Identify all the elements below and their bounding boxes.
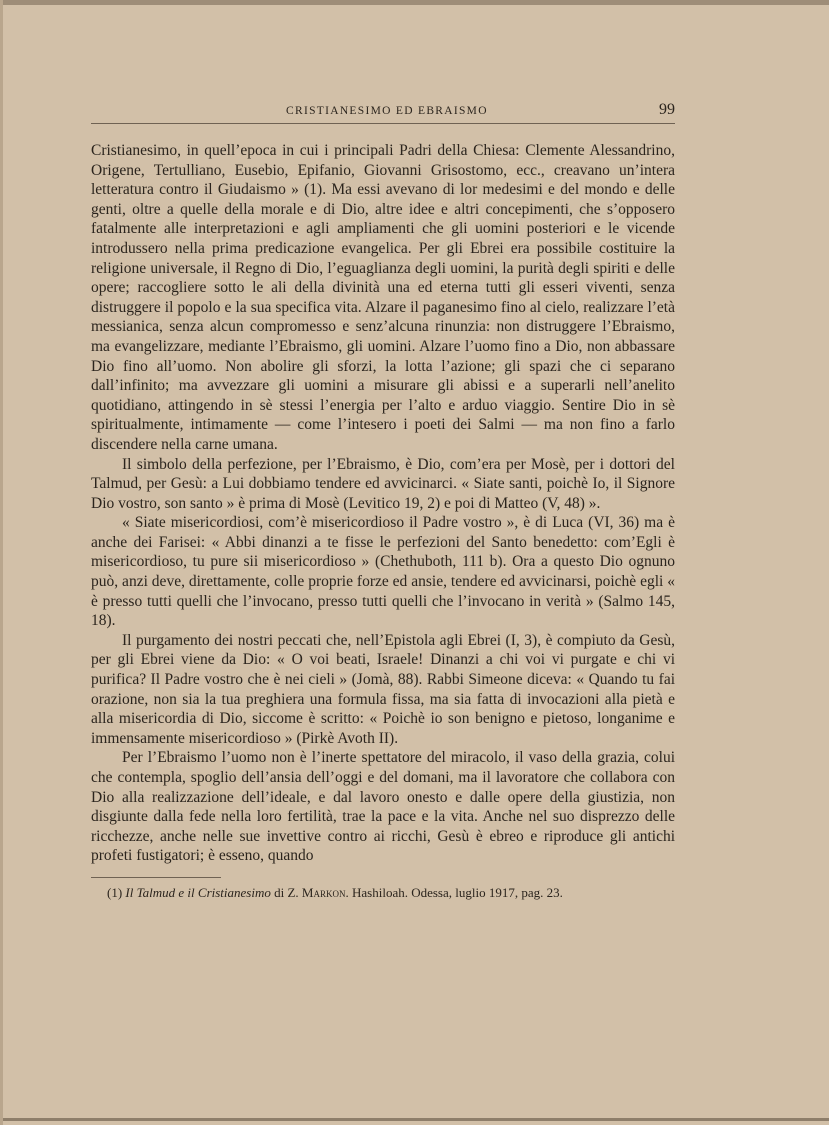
page-bottom-edge bbox=[3, 1118, 829, 1121]
paragraph: Il purgamento dei nostri peccati che, nell’Epistola agli Ebrei (I, 3), è compiuto da Gesù, per gli Ebrei viene da Dio: « O voi beati, Israele! Dinanzi a chi voi vi purgate e chi vi purifica? Il Padre vostro che è nei cieli » (Jomà, 88). Rabbi Simeone diceva: « Quando tu fai orazione, non sia la tua preghiera una formula fissa, ma sia fatta di invocazioni alla pietà e alla misericordia di Dio, siccome è scritto: « Poichè io son benigno e pietoso, longanime e immensamente misericordioso » (Pirkè Avoth II). bbox=[91, 631, 675, 747]
paragraph: Cristianesimo, in quell’epoca in cui i principali Padri della Chiesa: Clemente Alessandrino, Origene, Tertulliano, Eusebio, Epifanio, Giovanni Grisostomo, ecc., creavano un’intera letteratura contro il Giudaismo » (1). Ma essi avevano di lor medesimi e del mondo e delle genti, oltre a quelle della morale e di Dio, altre idee e altri concepimenti, che s’opposero fatalmente alle interpretazioni e agli ampliamenti che gli uomini posteriori e le vicende introdussero nella prima predicazione evangelica. Per gli Ebrei era possibile costituire la religione universale, il Regno di Dio, l’eguaglianza degli uomini, la purità degli spiriti e delle opere; raccogliere sotto le ali della divinità una ed eterna tutti gli esseri viventi, senza distruggere il popolo e la sua specifica vita. Alzare il paganesimo fino al cielo, realizzare l’età messianica, senza alcun compromesso e senz’alcuna rinunzia: non distruggere l’Ebraismo, ma evangelizzare, mediante l’Ebraismo, gli uomini. Alzare l’uomo fino a Dio, non abbassare Dio fino all’uomo. Non abolire gli sforzi, la lotta l’azione; gli spazi che ci separano dall’infinito; ma avvezzare gli uomini a misurare gli abissi e a superarli nell’anelito quotidiano, attingendo in sè stessi l’energia per l’alto e arduo viaggio. Sentire Dio in sè spiritualmente, intimamente — come l’intesero i poeti dei Salmi — ma non fino a farlo discendere nella carne umana. bbox=[91, 142, 675, 453]
page-header bbox=[91, 101, 675, 121]
body-text bbox=[91, 141, 675, 866]
footnote-author: Z. Markon. bbox=[287, 885, 349, 900]
paragraph: Per l’Ebraismo l’uomo non è l’inerte spettatore del miracolo, il vaso della grazia, colui che contempla, spoglio dell’ansia dell’oggi e del domani, ma il lavoratore che collabora con Dio alla realizzazione dell’ideale, e dal lavoro onesto e dalle opere della giustizia, non disgiunte dalla fede nella loro fertilità, trae la pace e la vita. Anche nel suo disprezzo delle ricchezze, anche nelle sue invettive contro ai ricchi, Gesù è ebreo e riproduce gli antichi profeti fustigatori; è esseno, quando bbox=[91, 749, 675, 865]
footnote-marker: (1) bbox=[107, 885, 123, 900]
footnote-title: Il Talmud e il Cristianesimo bbox=[125, 885, 271, 900]
footnote-by: di bbox=[274, 885, 285, 900]
page-top-edge bbox=[3, 0, 829, 5]
running-head: CRISTIANESIMO ED EBRAISMO bbox=[286, 105, 488, 117]
paragraph: Il simbolo della perfezione, per l’Ebraismo, è Dio, com’era per Mosè, per i dottori del Talmud, per Gesù: a Lui dobbiamo tendere ed avvicinarci. « Siate santi, poichè Io, il Signore Dio vostro, son santo » è prima di Mosè (Levitico 19, 2) e poi di Matteo (V, 48) ». bbox=[91, 455, 675, 512]
footnote-source: Hashiloah. Odessa, luglio 1917, pag. 23. bbox=[352, 885, 563, 900]
page-number: 99 bbox=[659, 101, 675, 118]
header-rule bbox=[91, 123, 675, 124]
paragraph: « Siate misericordiosi, com’è misericordioso il Padre vostro », è di Luca (VI, 36) ma è anche dei Farisei: « Abbi dinanzi a te fisse le perfezioni del Santo benedetto: com’Egli è misericordioso, tu pure sii misericordioso » (Chethuboth, 111 b). Ora a questo Dio ognuno può, anzi deve, direttamente, colle proprie forze ed ansie, tendere ed avvicinarsi, poichè egli « è presso tutti quelli che l’invocano, presso tutti quelli che l’invocano in verità » (Salmo 145, 18). bbox=[91, 514, 675, 630]
footnote-rule bbox=[91, 877, 221, 878]
footnote bbox=[91, 885, 675, 900]
